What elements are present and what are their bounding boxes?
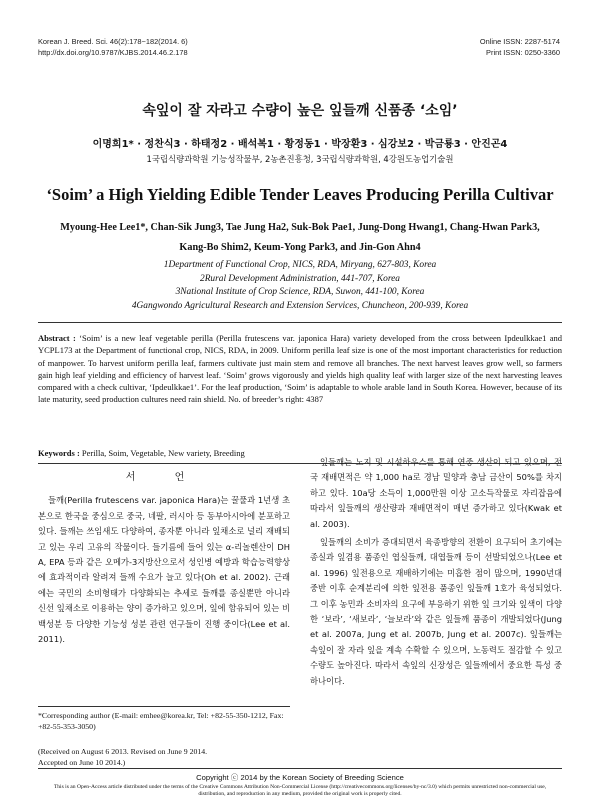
online-issn: Online ISSN: 2287-5174 <box>479 37 560 46</box>
open-access-notice: This is an Open-Access article distributed under the terms of the Creative Commons Attribution Non-Commercial License (http://creativecommons.org/licenses/by-nc/3.0) which permits unrestricted non-commercial use, distribution, and reproduction in any medium, provided the original work is properly cited. <box>53 784 547 797</box>
doi-link[interactable]: http://dx.doi.org/10.9787/KJBS.2014.46.2.178 <box>38 48 188 57</box>
footnote-rule <box>38 706 290 707</box>
affiliation-2: 2Rural Development Administration, 441-707, Korea <box>200 273 400 284</box>
english-title: ‘Soim’ a High Yielding Edible Tender Leaves Producing Perilla Cultivar <box>46 185 554 204</box>
abstract <box>38 332 562 406</box>
intro-paragraph-3: 잎들깨의 소비가 증대되면서 육종방향의 전환이 요구되어 초기에는 종실과 잎겸용 품종인 엽실들깨, 대엽들깨 등이 선발되었으나(Lee et al. 1996) 잎전용으로 재배하기에는 미흡한 점이 많으며, 1990년대 중반 이후 순계분리에 의한 잎전용 품종인 잎들깨 1호가 육성되었다. 그 이후 농민과 소비자의 요구에 부응하기 위한 잎 크기와 잎색이 다양한 ‘보라’, ‘새보라’, ‘늘보라’와 같은 잎들깨 품종이 개발되었다(Jung et al. 2007a, Jung et al. 2007b, Jung et al. 2007c). 잎들깨는 속잎이 잘 자라 잎을 계속 수확할 수 있으며, 노동력도 절감할 수 있고 수량도 높아진다. 따라서 속잎의 신장성은 잎들깨에서 중요한 특성 중 하나이다. <box>310 537 562 686</box>
received-revised: (Received on August 6 2013. Revised on June 9 2014. <box>38 747 208 756</box>
english-authors-line-1: Myoung-Hee Lee1*, Chan-Sik Jung3, Tae Jung Ha2, Suk-Bok Pae1, Jung-Dong Hwang1, Chang-Hwan Park3, <box>60 222 540 233</box>
received-dates <box>38 746 290 768</box>
keywords-text: Perilla, Soim, Vegetable, New variety, Breeding <box>81 448 245 458</box>
affiliation-1: 1Department of Functional Crop, NICS, RDA, Miryang, 627-803, Korea <box>163 260 437 270</box>
intro-paragraph-1: 들깨(Perilla frutescens var. japonica Hara)는 꿀풀과 1년생 초본으로 한국을 중심으로 중국, 네팔, 러시아 등 동부아시아에 분포하고 있다. 들깨는 쓰임새도 다양하여, 종자뿐 아니라 잎채소로 널리 재배되고 있는 우리 고유의 작물이다. 들기름에 들어 있는 α-리놀렌산이 DHA, EPA 등과 같은 오메가-3지방산으로서 성인병 예방과 학습능력향상에 효과적이라 알려져 들깨 수요가 늘고 있다(Oh et al. 2002). 근래에는 국민의 소비형태가 다양화되는 추세로 들깨를 종실뿐만 아니라 신선 잎채소로 이용하는 양이 증가하고 있으며, 잎에 함유되어 있는 비백성분 등 다양한 기능성 성분 관련 연구들이 진행 중이다(Lee et al. 2011). <box>38 495 290 645</box>
corresponding-author-note: *Corresponding author (E-mail: emhee@korea.kr, Tel: +82-55-350-1212, Fax: +82-55-353-3050) <box>38 711 284 731</box>
print-issn: Print ISSN: 0250-3360 <box>486 48 560 57</box>
korean-authors: 이명희1* · 정찬식3 · 하태정2 · 배석복1 · 황정동1 · 박장환3 · 심강보2 · 박금룡3 · 안진곤4 <box>92 139 508 150</box>
right-column <box>310 455 562 689</box>
korean-affiliations: 1국립식량과학원 기능성작물부, 2농촌진흥청, 3국립식량과학원, 4강원도농업기술원 <box>146 154 454 164</box>
abstract-top-rule <box>38 322 562 323</box>
journal-citation: Korean J. Breed. Sci. 46(2):178~182(2014. 6) <box>38 37 188 46</box>
affiliation-4: 4Gangwondo Agricultural Research and Extension Services, Chuncheon, 200-939, Korea <box>131 300 469 311</box>
english-affiliations <box>0 259 600 313</box>
abstract-label: Abstract : <box>38 333 76 343</box>
keywords-label: Keywords : <box>38 448 80 458</box>
intro-paragraph-2: 잎들깨는 노지 및 시설하우스를 통해 연중 생산이 되고 있으며, 전국 재배면적은 약 1,000 ha로 경남 밀양과 충남 금산이 50%를 차지하고 있다. 10a당 소득이 1,000만원 이상 고소득작물로 자리잡음에 따라서 잎들깨의 생산량과 재배면적이 매년 증가하고 있다(Kwak et al. 2003). <box>310 457 562 529</box>
affiliation-3: 3National Institute of Crop Science, RDA, Suwon, 441-100, Korea <box>175 287 425 297</box>
english-authors <box>52 218 548 258</box>
copyright-line: Copyright ⓒ 2014 by the Korean Society of Breeding Science <box>196 773 404 782</box>
issn-block <box>480 36 560 58</box>
korean-title: 속잎이 잘 자라고 수량이 높은 잎들깨 신품종 ‘소임’ <box>142 103 458 119</box>
english-authors-line-2: Kang-Bo Shim2, Keum-Yong Park3, and Jin-Gon Ahn4 <box>179 242 421 253</box>
accepted-date: Accepted on June 10 2014.) <box>38 758 126 767</box>
journal-citation-block <box>38 36 188 58</box>
abstract-text: ‘Soim’ is a new leaf vegetable perilla (Perilla frutescens var. japonica Hara) variety developed from the cross between Ipdeulkkae1 and YCPL173 at the Department of functional crop, NICS, RDA, in 2009. Uniform perilla leaf size is one of the most important characteristics for reduction of manpower. To harvest uniform perilla leaf, farmers cultivate just main stem and remove all branches. The next harvest leaves grow well, so farmers gain high leaf yielding and efficiency of harvest leaf. ‘Soim’ grows vigorously and yields high quality leaf with larger size of the next harvesting leaves compared with a check cultivar, ‘Ipdeulkkae1’. For the leaf production, ‘Soim’ is adaptable to whole arable land in South Korea. However, because of its late maturity, seed production cultures need rain shield. No. of breeder’s right: 4387 <box>38 333 562 405</box>
section-title-introduction: 서 언 <box>125 472 203 483</box>
left-column <box>38 470 290 647</box>
copyright-rule <box>38 768 562 769</box>
